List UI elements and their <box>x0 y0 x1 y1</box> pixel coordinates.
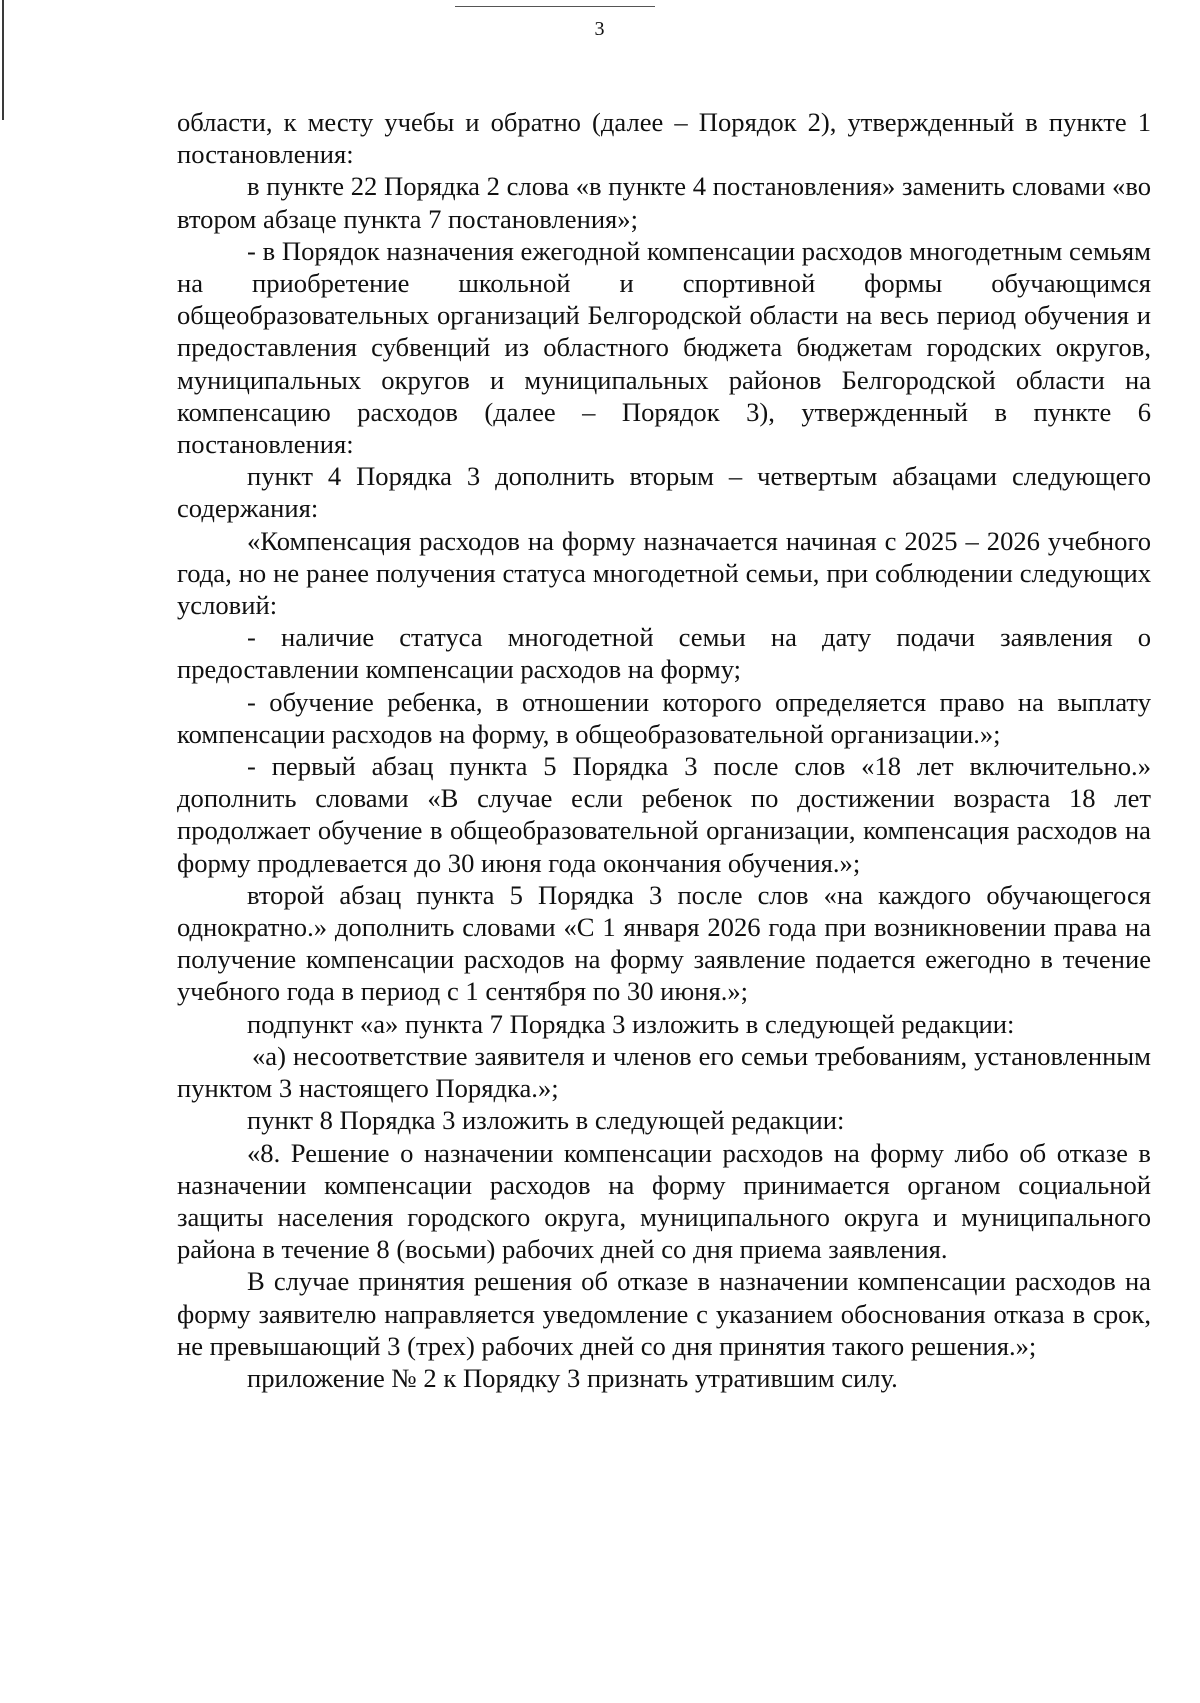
paragraph-4: пункт 4 Порядка 3 дополнить вторым – четвертым абзацами следующего содержания: <box>177 461 1151 524</box>
paragraph-5: «Компенсация расходов на форму назначается начиная с 2025 – 2026 учебного года, но не ранее получения статуса многодетной семьи, при соблюдении следующих условий: <box>177 525 1151 621</box>
paragraph-8: - первый абзац пункта 5 Порядка 3 после слов «18 лет включительно.» дополнить словами «В случае если ребенок по достижении возраста 18 лет продолжает обучение в общеобразовательной организации, компенсация расходов на форму продлевается до 30 июня года окончания обучения.»; <box>177 751 1151 878</box>
paragraph-11: «а) несоответствие заявителя и членов его семьи требованиям, установленным пунктом 3 настоящего Порядка.»; <box>177 1040 1151 1104</box>
page-number: 3 <box>594 18 606 40</box>
paragraph-9: второй абзац пункта 5 Порядка 3 после слов «на каждого обучающегося однократно.» дополнить словами «С 1 января 2026 года при возникновении права на получение компенсации расходов на форму заявление подается ежегодно в течение учебного года в период с 1 сентября по 30 июня.»; <box>177 879 1151 1007</box>
paragraph-7: - обучение ребенка, в отношении которого определяется право на выплату компенсации расходов на форму, в общеобразовательной организации.»; <box>177 686 1151 749</box>
document-body <box>177 106 1151 1394</box>
paragraph-10: подпункт «а» пункта 7 Порядка 3 изложить в следующей редакции: <box>247 1008 1015 1039</box>
paragraph-13: «8. Решение о назначении компенсации расходов на форму либо об отказе в назначении компенсации расходов на форму принимается органом социальной защиты населения городского округа, муниципального округа и муниципального района в течение 8 (восьми) рабочих дней со дня приема заявления. <box>177 1137 1151 1265</box>
paragraph-3: - в Порядок назначения ежегодной компенсации расходов многодетным семьям на приобретение школьной и спортивной формы обучающимся общеобразовательных организаций Белгородской области на весь период обучения и предоставления субвенций из областного бюджета бюджетам городских округов, муниципальных округов и муниципальных районов Белгородской области на компенсацию расходов (далее – Порядок 3), утвержденный в пункте 6 постановления: <box>177 235 1151 460</box>
paragraph-12: пункт 8 Порядка 3 изложить в следующей редакции: <box>247 1105 845 1136</box>
scan-line-top <box>455 6 655 7</box>
paragraph-6: - наличие статуса многодетной семьи на дату подачи заявления о предоставлении компенсации расходов на форму; <box>177 622 1151 685</box>
paragraph-14: В случае принятия решения об отказе в назначении компенсации расходов на форму заявителю направляется уведомление с указанием обоснования отказа в срок, не превышающий 3 (трех) рабочих дней со дня принятия такого решения.»; <box>177 1266 1151 1361</box>
paragraph-1: области, к месту учебы и обратно (далее – Порядок 2), утвержденный в пункте 1 постановления: <box>177 107 1151 170</box>
paragraph-15: приложение № 2 к Порядку 3 признать утратившим силу. <box>247 1362 898 1393</box>
paragraph-2: в пункте 22 Порядка 2 слова «в пункте 4 постановления» заменить словами «во втором абзаце пункта 7 постановления»; <box>177 171 1151 234</box>
